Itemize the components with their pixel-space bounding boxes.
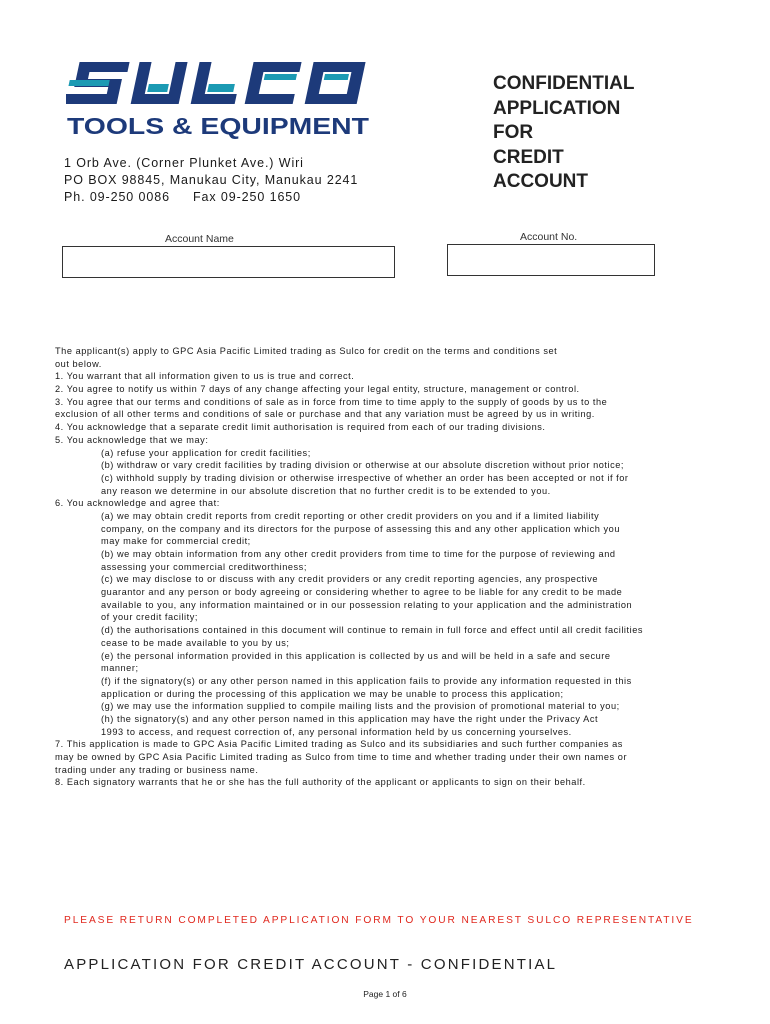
terms-line: (b) withdraw or vary credit facilities by trading division or otherwise at our absolute discretion without prior notice; [101,460,625,471]
terms-line: (a) we may obtain credit reports from credit reporting or other credit providers on you and if a limited liability [101,510,600,521]
footer-title: APPLICATION FOR CREDIT ACCOUNT - CONFIDENTIAL [64,956,558,973]
terms-line: 5. You acknowledge that we may: [55,434,209,445]
address-line-2: PO BOX 98845, Manukau City, Manukau 2241 [64,173,359,187]
terms-line: application or during the processing of this application we may be unable to process this application; [101,688,564,699]
terms-line: exclusion of all other terms and conditions of sale or purchase and that any variation must be agreed by us in writing. [55,409,595,420]
heading-line: ACCOUNT [493,171,588,192]
terms-line: (f) if the signatory(s) or any other person named in this application fails to provide any information requested in this [101,675,632,686]
terms-line: 2. You agree to notify us within 7 days of any change affecting your legal entity, structure, management or control. [55,384,580,395]
terms-line: cease to be made available to you by us; [101,637,290,648]
page-number: Page 1 of 6 [363,989,407,999]
terms-line: (c) we may disclose to or discuss with any credit providers or any credit reporting agencies, any prospective [101,574,599,585]
terms-line: 1993 to access, and request correction of, any personal information held by us concerning yourselves. [101,726,572,737]
terms-line: assessing your commercial creditworthiness; [101,561,307,572]
terms-line: The applicant(s) apply to GPC Asia Pacific Limited trading as Sulco for credit on the terms and conditions set [55,346,558,356]
return-notice: PLEASE RETURN COMPLETED APPLICATION FORM TO YOUR NEAREST SULCO REPRESENTATIVE [64,915,694,926]
terms-line: (b) we may obtain information from any other credit providers from time to time for the purpose of reviewing and [101,549,616,559]
terms-line: may be owned by GPC Asia Pacific Limited trading as Sulco from time to time and whether trading under their own names or [55,752,628,762]
terms-line: 1. You warrant that all information given to us is true and correct. [55,371,355,382]
terms-line: 6. You acknowledge and agree that: [55,498,220,509]
terms-line: 8. Each signatory warrants that he or she has the full authority of the applicant or applicants to sign on their behalf. [55,777,586,788]
terms-and-conditions [55,345,710,789]
terms-line: (a) refuse your application for credit facilities; [101,447,311,458]
address-line-1: 1 Orb Ave. (Corner Plunket Ave.) Wiri [64,156,304,170]
account-name-label: Account Name [165,233,234,245]
account-no-field[interactable] [447,244,655,276]
heading-line: APPLICATION [493,97,621,119]
document-heading [493,72,634,195]
heading-line: FOR [493,122,534,143]
terms-line: (e) the personal information provided in this application is collected by us and will be held in a safe and secure [101,650,611,661]
terms-line: trading under any trading or business name. [55,764,259,775]
account-name-field[interactable] [62,246,395,278]
account-no-label: Account No. [520,231,578,243]
terms-line: (c) withhold supply by trading division or otherwise irrespective of whether an order has been accepted or not if for [101,472,629,483]
terms-line: company, on the company and its directors for the purpose of assessing this and any other application which you [101,523,620,534]
terms-line: out below. [55,358,102,369]
phone-number: Ph. 09-250 0086 [64,190,170,204]
terms-line: manner; [101,663,139,674]
terms-line: 7. This application is made to GPC Asia Pacific Limited trading as Sulco and its subsidiaries and such further companies as [55,739,623,750]
terms-line: (g) we may use the information supplied to compile mailing lists and the provision of promotional material to you; [101,701,620,712]
terms-line: (d) the authorisations contained in this document will continue to remain in full force and effect until all credit facilities [101,625,644,636]
heading-line: CREDIT [493,146,564,168]
fax-number: Fax 09-250 1650 [193,190,302,204]
terms-line: 3. You agree that our terms and conditions of sale as in force from time to time apply to the supply of goods by us to the [55,396,608,407]
heading-line: CONFIDENTIAL [493,73,635,94]
terms-line: 4. You acknowledge that a separate credit limit authorisation is required from each of our trading divisions. [55,422,546,433]
terms-line: of your credit facility; [101,612,198,623]
terms-line: (h) the signatory(s) and any other person named in this application may have the right under the Privacy Act [101,713,599,724]
terms-line: guarantor and any person or body agreeing or considering whether to agree to be liable for any credit to be made [101,587,623,598]
terms-line: may make for commercial credit; [101,536,251,547]
terms-line: available to you, any information maintained or in our possession relating to your application and the administration [101,599,633,610]
sulco-logo [66,60,382,140]
sulco-logo-graphic [66,60,382,140]
logo-tagline: TOOLS & EQUIPMENT [67,113,369,139]
terms-line: any reason we determine in our absolute discretion that no further credit is to be extended to you. [101,485,551,496]
